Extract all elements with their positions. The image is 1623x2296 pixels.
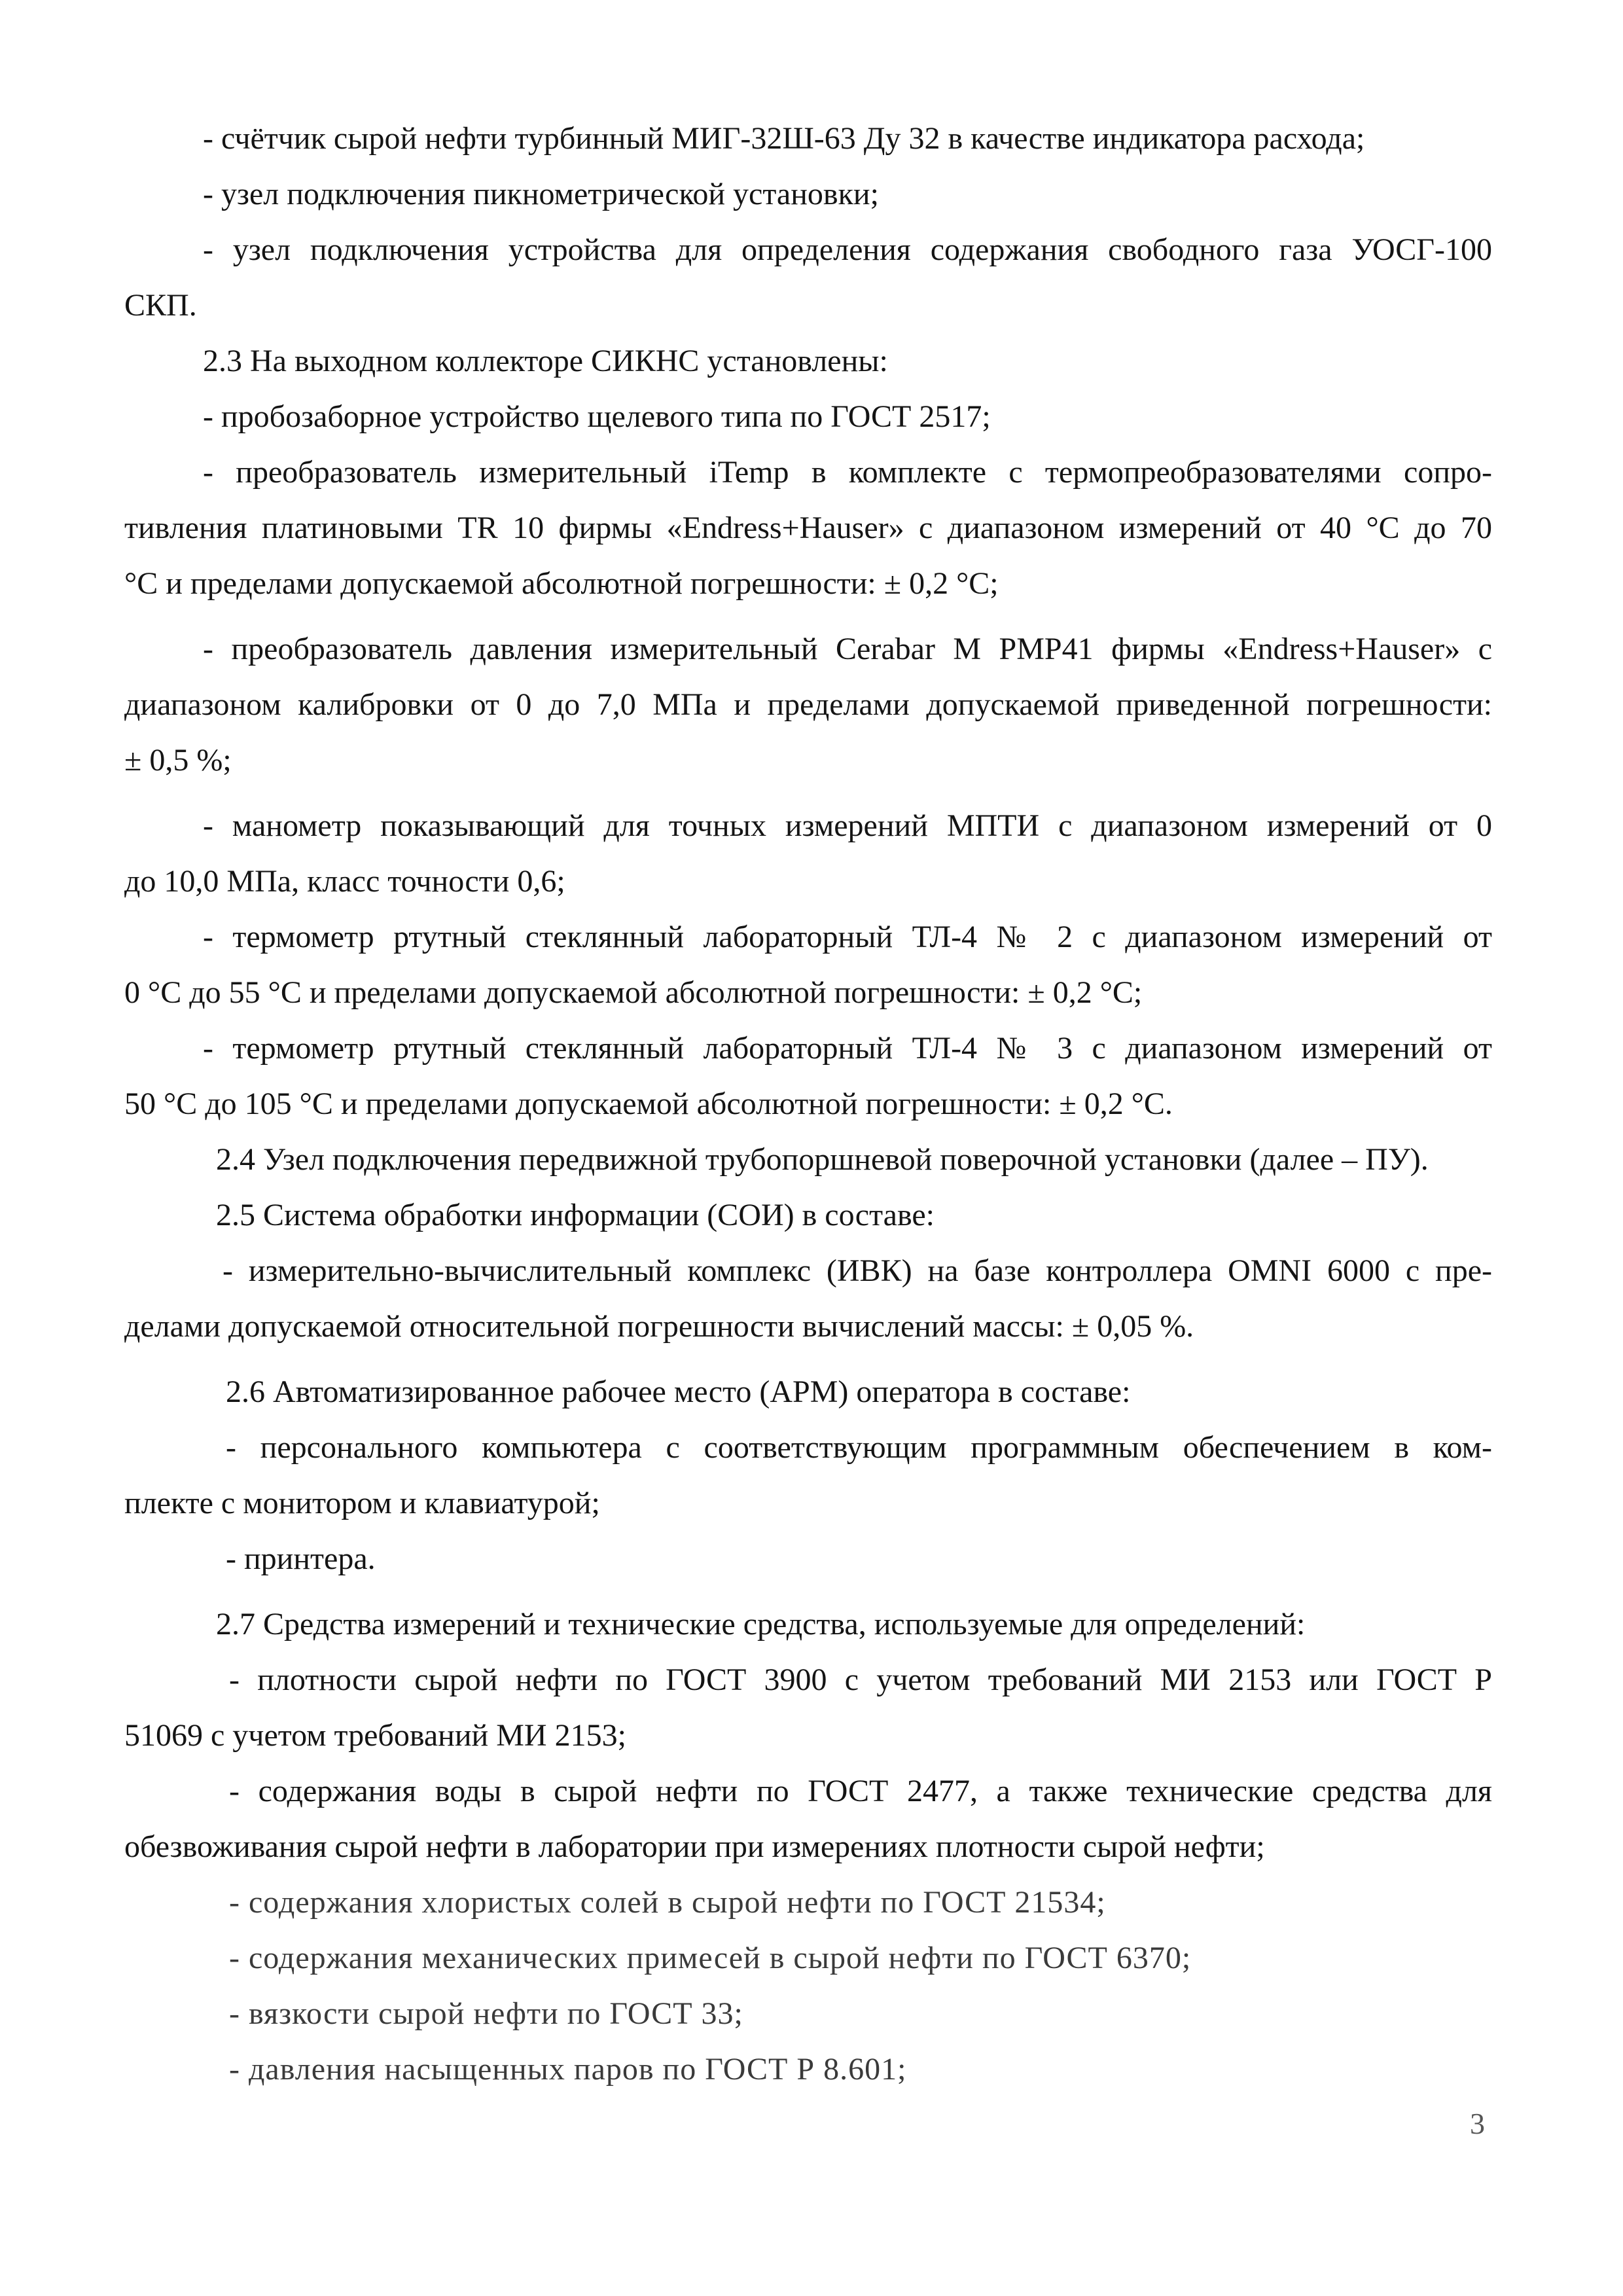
text-line: 2.4 Узел подключения передвижной трубопоршневой поверочной установки (далее – ПУ). — [216, 1142, 1429, 1177]
text-line: - измерительно-вычислительный комплекс (ИВК) на базе контроллера OMNI 6000 с пре- — [223, 1253, 1492, 1288]
page-number: 3 — [1470, 2107, 1485, 2140]
text-line: до 10,0 МПа, класс точности 0,6; — [124, 864, 565, 899]
text-line: - персонального компьютера с соответствующим программным обеспечением в ком- — [226, 1430, 1492, 1465]
text-line: °С и пределами допускаемой абсолютной погрешности: ± 0,2 °С; — [124, 566, 999, 601]
text-line: - счётчик сырой нефти турбинный МИГ-32Ш-63 Ду 32 в качестве индикатора расхода; — [203, 121, 1365, 156]
text-line: - содержания механических примесей в сырой нефти по ГОСТ 6370; — [229, 1941, 1192, 1975]
text-line: 2.6 Автоматизированное рабочее место (АРМ) оператора в составе: — [226, 1374, 1131, 1409]
text-line: - термометр ртутный стеклянный лабораторный ТЛ-4 № 3 с диапазоном измерений от — [203, 1031, 1492, 1066]
text-line: - плотности сырой нефти по ГОСТ 3900 с учетом требований МИ 2153 или ГОСТ Р — [229, 1662, 1492, 1697]
text-line: 0 °С до 55 °С и пределами допускаемой абсолютной погрешности: ± 0,2 °С; — [124, 975, 1143, 1010]
text-line: - преобразователь давления измерительный Cerabar M PMP41 фирмы «Endress+Hauser» с — [203, 632, 1492, 666]
text-line: делами допускаемой относительной погрешности вычислений массы: ± 0,05 %. — [124, 1309, 1194, 1344]
text-line: - узел подключения устройства для определения содержания свободного газа УОСГ-100 — [203, 232, 1492, 267]
text-line: - преобразователь измерительный iTemp в комплекте с термопреобразователями сопро- — [203, 455, 1492, 490]
text-line: - узел подключения пикнометрической установки; — [203, 177, 879, 211]
text-line: - манометр показывающий для точных измерений МПТИ с диапазоном измерений от 0 — [203, 808, 1492, 843]
text-line: - давления насыщенных паров по ГОСТ Р 8.601; — [229, 2052, 907, 2087]
text-line: плекте с монитором и клавиатурой; — [124, 1486, 600, 1520]
text-line: СКП. — [124, 288, 197, 323]
text-line: - содержания хлористых солей в сырой нефти по ГОСТ 21534; — [229, 1885, 1106, 1920]
text-line: 51069 с учетом требований МИ 2153; — [124, 1718, 626, 1753]
text-line: обезвоживания сырой нефти в лаборатории при измерениях плотности сырой нефти; — [124, 1829, 1265, 1864]
text-line: 2.5 Система обработки информации (СОИ) в составе: — [216, 1198, 935, 1232]
text-line: - вязкости сырой нефти по ГОСТ 33; — [229, 1996, 743, 2031]
text-line: - содержания воды в сырой нефти по ГОСТ 2477, а также технические средства для — [229, 1774, 1492, 1808]
text-line: 2.7 Средства измерений и технические средства, используемые для определений: — [216, 1607, 1306, 1641]
text-line: 50 °С до 105 °С и пределами допускаемой абсолютной погрешности: ± 0,2 °С. — [124, 1086, 1173, 1121]
text-line: 2.3 На выходном коллекторе СИКНС установлены: — [203, 344, 888, 378]
text-line: ± 0,5 %; — [124, 743, 232, 778]
text-line: - принтера. — [226, 1541, 376, 1576]
text-line: - пробозаборное устройство щелевого типа по ГОСТ 2517; — [203, 399, 991, 434]
text-line: диапазоном калибровки от 0 до 7,0 МПа и пределами допускаемой приведенной погрешности: — [124, 687, 1492, 722]
text-line: тивления платиновыми TR 10 фирмы «Endress+Hauser» с диапазоном измерений от 40 °С до 70 — [124, 511, 1492, 545]
text-line: - термометр ртутный стеклянный лабораторный ТЛ-4 № 2 с диапазоном измерений от — [203, 920, 1492, 954]
